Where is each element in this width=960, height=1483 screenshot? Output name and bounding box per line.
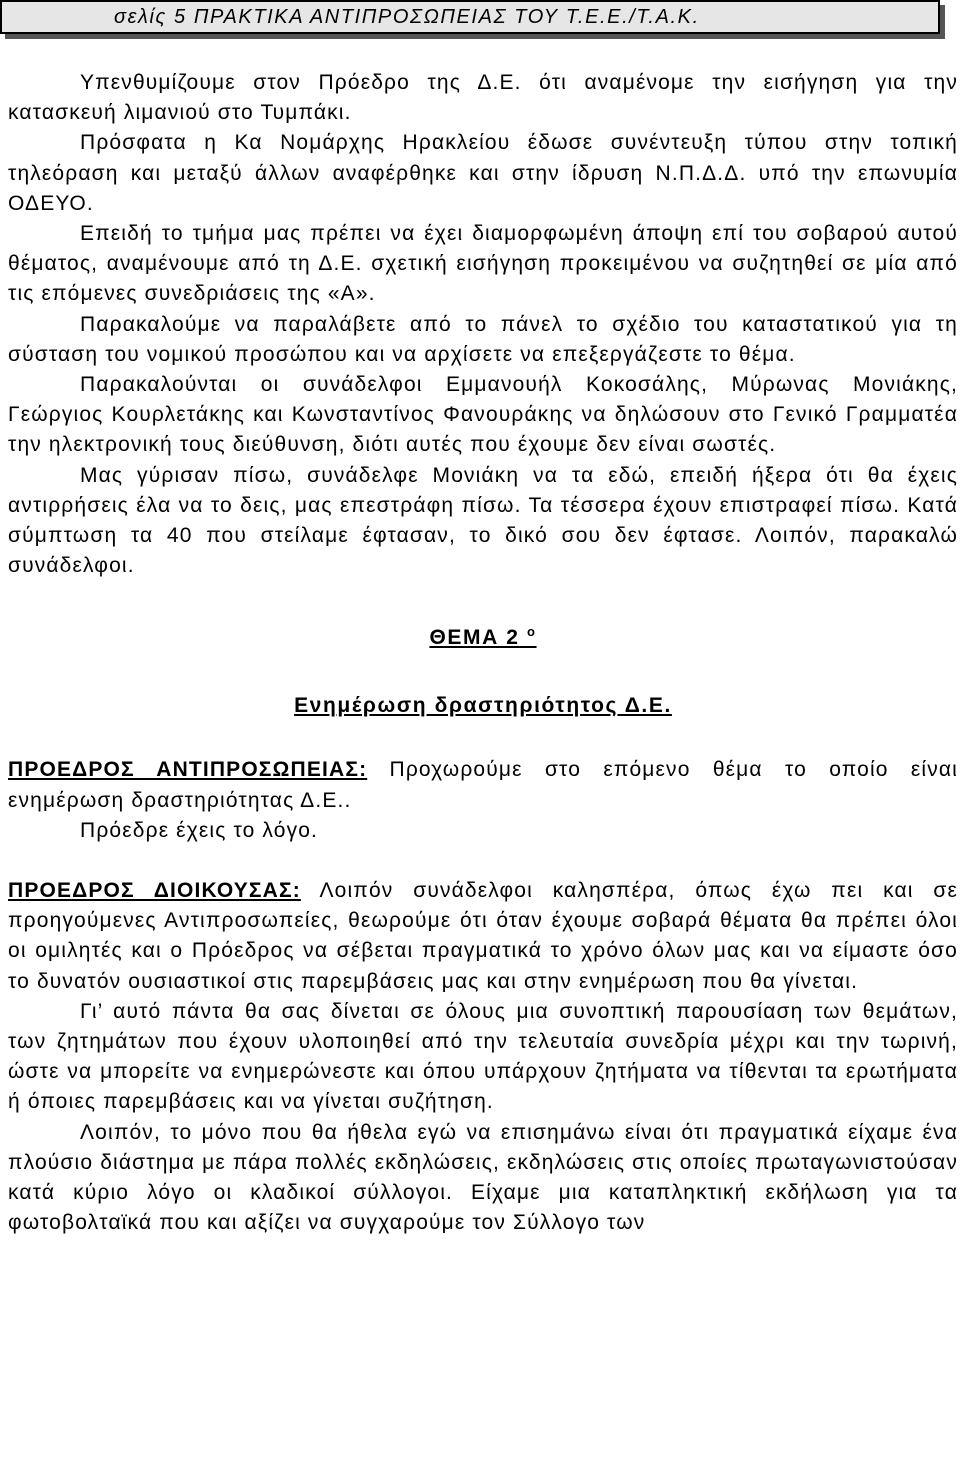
paragraph-prefect-interview: Πρόσφατα η Κα Νομάρχης Ηρακλείου έδωσε συνέντευξη τύπου στην τοπική τηλεόραση και μεταξύ άλλων αναφέρθηκε και στην ίδρυση Ν.Π.Δ.Δ. υπό την επωνυμία ΟΔΕΥΟ. — [8, 131, 958, 215]
admin-text: Λοιπόν συνάδελφοι καλησπέρα, όπως έχω πει και σε προηγούμενες Αντιπροσωπείες, θεωρούμε ότι όταν έχουμε σοβαρά θέματα θα πρέπει όλοι οι ομιλητές και ο Πρόεδρος να σέβεται πραγματικά το χρόνο όλων μας και να είμαστε όσο το δυνατόν ουσιαστικοί στις παρεμβάσεις μας και στην ενημέρωση που θα γίνεται. — [8, 879, 958, 993]
admin-paragraph-3: Λοιπόν, το μόνο που θα ήθελα εγώ να επισημάνω είναι ότι πραγματικά είχαμε ένα πλούσιο διάστημα με πάρα πολλές εκδηλώσεις, εκδηλώσεις στις οποίες πρωταγωνιστούσαν κατά κύριο λόγο οι κλαδικοί σύλλογοι. Είχαμε μια καταπληκτική εκδήλωση για τα φωτοβολταϊκά που και αξίζει να συγχαρούμε τον Σύλλογο των — [8, 1120, 958, 1235]
theme-label: ΘΕΜΑ 2 — [429, 626, 520, 650]
paragraph-request-proposal: Επειδή το τμήμα μας πρέπει να έχει διαμορφωμένη άποψη επί του σοβαρού αυτού θέματος, αναμένουμε από τη Δ.Ε. σχετική εισήγηση προκειμένου να συζητηθεί σε μία από τις επόμενες συνεδριάσεις της «Α». — [8, 222, 958, 306]
paragraph-statute-draft: Παρακαλούμε να παραλάβετε από το πάνελ το σχέδιο του καταστατικού για τη σύσταση του νομικού προσώπου και να αρχίσετε να επεξεργάζεστε το θέμα. — [8, 312, 958, 366]
theme-superscript: ο — [527, 624, 537, 640]
document-body — [8, 68, 958, 1239]
admin-paragraph-2: Γι’ αυτό πάντα θα σας δίνεται σε όλους μια συνοπτική παρουσίαση των θεμάτων, των ζητημάτων που έχουν υλοποιηθεί από την τελευταία συνεδρία μέχρι και την τωρινή, ώστε να μπορείτε να ενημερώνεστε και όπου υπάρχουν ζητήματα να τίθενται τα ερωτήματα ή όποιες παρεμβάσεις και να γίνεται συζήτηση. — [8, 999, 958, 1114]
theme-subtitle: Ενημέρωση δραστηριότητος Δ.Ε. — [294, 694, 672, 718]
admin-statement — [8, 876, 958, 997]
chair-line2: Πρόεδρε έχεις το λόγο. — [80, 818, 319, 842]
speaker-chair: ΠΡΟΕΔΡΟΣ ΑΝΤΙΠΡΟΣΩΠΕΙΑΣ: — [8, 758, 368, 782]
theme-title — [8, 623, 958, 653]
paragraph-email-request: Παρακαλούνται οι συνάδελφοι Εμμανουήλ Κοκοσάλης, Μύρωνας Μονιάκης, Γεώργιος Κουρλετάκης και Κωνσταντίνος Φανουράκης να δηλώσουν στο Γενικό Γραμματέα την ηλεκτρονική τους διεύθυνση, διότι αυτές που έχουμε δεν είναι σωστές. — [8, 373, 958, 457]
page-header: σελίς 5 ΠΡΑΚΤΙΚΑ ΑΝΤΙΠΡΟΣΩΠΕΙΑΣ ΤΟΥ Τ.Ε.Ε./Τ.Α.Κ. — [0, 0, 940, 34]
speaker-admin: ΠΡΟΕΔΡΟΣ ΔΙΟΙΚΟΥΣΑΣ: — [8, 879, 301, 903]
chair-text: Προχωρούμε στο επόμενο θέμα το οποίο είναι ενημέρωση δραστηριότητας Δ.Ε.. — [8, 758, 958, 812]
paragraph-returned-mail: Μας γύρισαν πίσω, συνάδελφε Μονιάκη να τα εδώ, επειδή ήξερα ότι θα έχεις αντιρρήσεις έλα να το δεις, μας επεστράφη πίσω. Τα τέσσερα έχουν επιστραφεί πίσω. Κατά σύμπτωση τα 40 που στείλαμε έφτασαν, το δικό σου δεν έφτασε. Λοιπόν, παρακαλώ συνάδελφοι. — [8, 463, 958, 578]
chair-statement — [8, 755, 958, 815]
paragraph-reminder: Υπενθυμίζουμε στον Πρόεδρο της Δ.Ε. ότι αναμένομε την εισήγηση για την κατασκευή λιμανιού στο Τυμπάκι. — [8, 71, 958, 125]
